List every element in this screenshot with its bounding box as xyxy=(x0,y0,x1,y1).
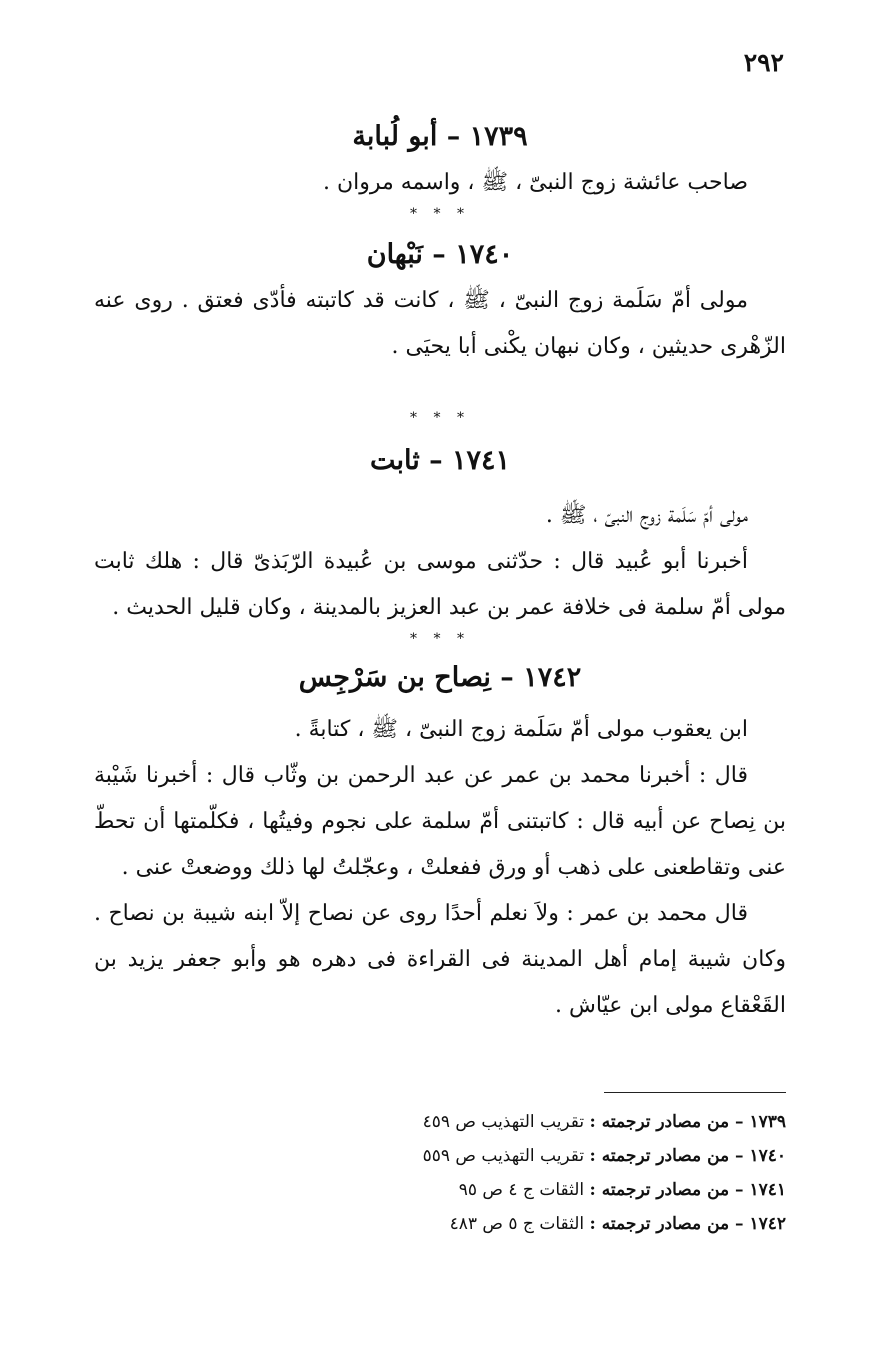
footnote-label: ١٧٣٩ – من مصادر ترجمته : xyxy=(589,1112,786,1132)
footnote xyxy=(146,1207,786,1241)
footnote-text: تقريب التهذيب ص ٥٥٩ xyxy=(422,1146,585,1166)
footnote-divider xyxy=(604,1092,786,1093)
page-number: ٢٩٢ xyxy=(743,48,784,77)
footnote-text: تقريب التهذيب ص ٤٥٩ xyxy=(422,1112,585,1132)
entry-paragraph: مولى أمّ سَلَمة زوج النبىّ ، ﷺ ، كانت قد كاتبته فأدّى فعتق . روى عنه الزّهْرى حديثين ، وكان نبهان يكْنى أبا يحيَى . xyxy=(94,287,786,359)
entry-heading: ١٧٤٠ – نَبْهان xyxy=(366,238,514,270)
footnote-label: ١٧٤٢ – من مصادر ترجمته : xyxy=(589,1214,786,1234)
entry-paragraph: صاحب عائشة زوج النبىّ ، ﷺ ، واسمه مروان . xyxy=(322,169,748,195)
section-separator: * * * xyxy=(410,409,470,426)
footnote-label: ١٧٤١ – من مصادر ترجمته : xyxy=(589,1180,786,1200)
entry-paragraph: ابن يعقوب مولى أمّ سَلَمة زوج النبىّ ، ﷺ ، كتابةً . xyxy=(294,717,748,743)
footnote-text: الثقات ج ٤ ص ٩٥ xyxy=(458,1180,585,1200)
entry-heading: ١٧٣٩ – أبو لُبابة xyxy=(352,121,528,152)
entry-heading: ١٧٤١ – ثابت xyxy=(369,444,511,476)
main-text xyxy=(94,118,786,1029)
footnote-label: ١٧٤٠ – من مصادر ترجمته : xyxy=(589,1146,786,1166)
footnote xyxy=(146,1173,786,1207)
footnotes xyxy=(146,1092,786,1241)
section-separator: * * * xyxy=(410,205,470,222)
footnote-text: الثقات ج ٥ ص ٤٨٣ xyxy=(449,1214,585,1234)
entry-paragraph: أخبرنا أبو عُبيد قال : حدّثنى موسى بن عُبيدة الرّبَذىّ قال : هلك ثابت مولى أمّ سلمة فى خلافة عمر بن عبد العزيز بالمدينة ، وكان قليل الحديث . xyxy=(94,549,786,621)
entry-heading: ١٧٤٢ – نِصاح بن سَرْجِس xyxy=(298,662,582,694)
entry-paragraph: مولى أمّ سَلَمة زوج النبىّ ، ﷺ . xyxy=(545,503,748,529)
entry-paragraph: قال : أخبرنا محمد بن عمر عن عبد الرحمن بن وثّاب قال : أخبرنا شَيْبة بن نِصاح عن أبيه قال : كاتبتنى أمّ سلمة على نجوم وفيتُها ، فكلّمتها أن تحطّ عنى وتقاطعنى على ذهب أو ورق ففعلتْ ، وعجّلتُ لها ذلك ووضعتْ عنى . xyxy=(94,763,786,881)
footnote xyxy=(146,1139,786,1173)
section-separator: * * * xyxy=(410,631,470,648)
footnote xyxy=(146,1105,786,1139)
entry-paragraph: قال محمد بن عمر : ولاَ نعلم أحدًا روى عن نصاح إلاّ ابنه شيبة بن نصاح . وكان شيبة إمام أهل المدينة فى القراءة فى دهره هو وأبو جعفر يزيد بن القَعْقاع مولى ابن عيّاش . xyxy=(94,901,786,1019)
